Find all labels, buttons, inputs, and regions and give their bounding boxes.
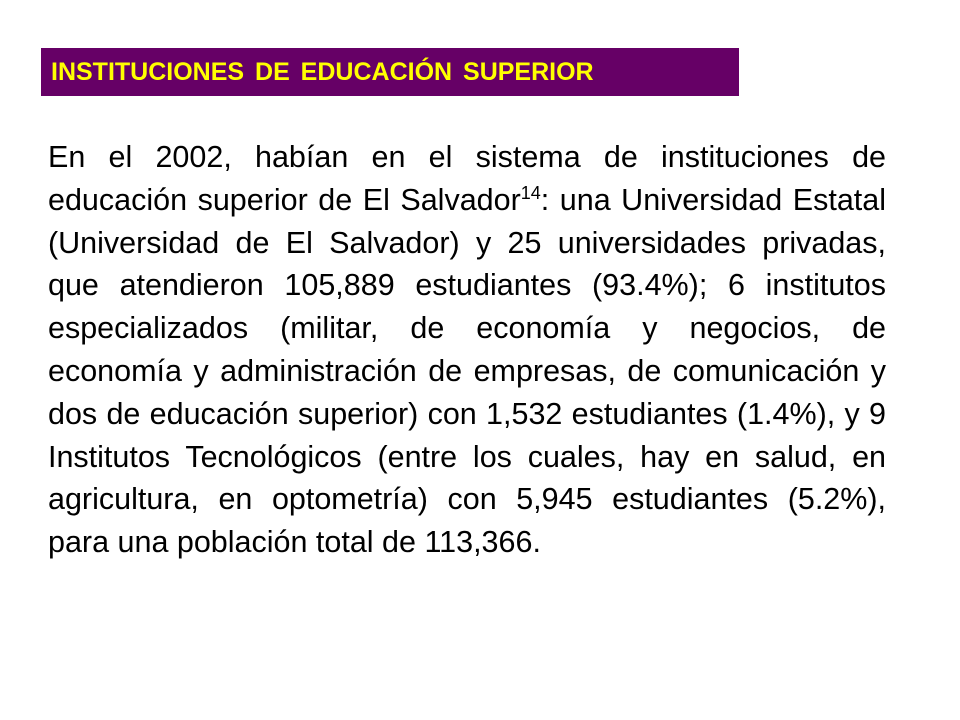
body-paragraph [48, 136, 886, 564]
body-text-part1: En el 2002, habían en el sistema de instituciones de educación superior de El Salvador [48, 140, 886, 217]
footnote-reference: 14 [520, 182, 541, 203]
slide-title: INSTITUCIONES DE EDUCACIÓN SUPERIOR [51, 57, 594, 86]
body-text-part2: : una Universidad Estatal (Universidad de El Salvador) y 25 universidades privadas, que atendieron 105,889 estudiantes (93.4%); 6 institutos especializados (militar, de economía y negocios, de economía y administración de empresas, de comunicación y dos de educación superior) con 1,532 estudiantes (1.4%), y 9 Institutos Tecnológicos (entre los cuales, hay en salud, en agricultura, en optometría) con 5,945 estudiantes (5.2%), para una población total de 113,366. [48, 182, 886, 560]
title-banner [41, 48, 739, 96]
